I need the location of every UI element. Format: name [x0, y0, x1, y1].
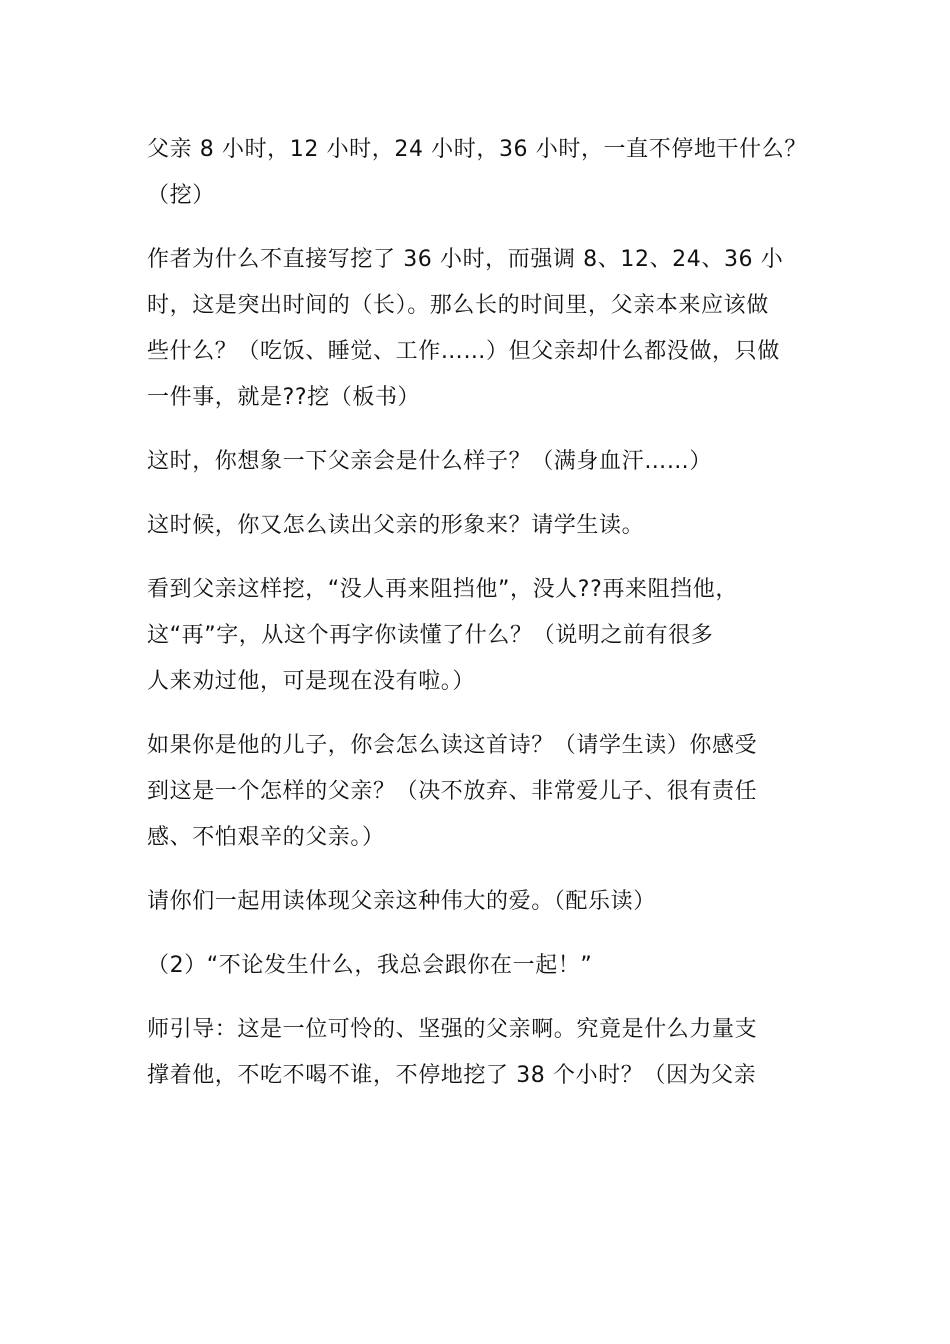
text-line: 感、不怕艰辛的父亲。）	[147, 825, 385, 850]
paragraph-6	[147, 723, 813, 861]
text-line: 这时候，你又怎么读出父亲的形象来？请学生读。	[147, 513, 645, 538]
text-line: 如果你是他的儿子，你会怎么读这首诗？（请学生读）你感受	[147, 733, 758, 758]
text-line: 请你们一起用读体现父亲这种伟大的爱。（配乐读）	[147, 889, 656, 914]
paragraph-7	[147, 879, 813, 925]
text-line: 到这是一个怎样的父亲？（决不放弃、非常爱儿子、很有责任	[147, 779, 758, 804]
paragraph-8	[147, 943, 813, 989]
text-line: 这“再”字，从这个再字你读懂了什么？（说明之前有很多	[147, 623, 714, 648]
text-line: 看到父亲这样挖，“没人再来阻挡他”，没人??再来阻挡他，	[147, 577, 738, 602]
paragraph-4	[147, 503, 813, 549]
paragraph-5	[147, 567, 813, 705]
document-body	[147, 127, 813, 1117]
paragraph-2	[147, 237, 813, 421]
paragraph-9	[147, 1007, 813, 1099]
text-line: 一件事，就是??挖（板书）	[147, 385, 421, 410]
text-line: 师引导：这是一位可怜的、坚强的父亲啊。究竟是什么力量支	[147, 1017, 758, 1042]
text-line: 撑着他，不吃不喝不谁，不停地挖了 38 个小时？（因为父亲	[147, 1063, 757, 1088]
text-line: 父亲 8 小时，12 小时，24 小时，36 小时，一直不停地干什么？	[147, 137, 807, 162]
text-line: 这时，你想象一下父亲会是什么样子？（满身血汗……）	[147, 449, 713, 474]
text-line: 些什么？（吃饭、睡觉、工作……）但父亲却什么都没做，只做	[147, 339, 780, 364]
paragraph-1	[147, 127, 813, 219]
text-line: （挖）	[147, 183, 215, 208]
text-line: 作者为什么不直接写挖了 36 小时，而强调 8、12、24、36 小	[147, 247, 784, 272]
paragraph-3	[147, 439, 813, 485]
text-line: 时，这是突出时间的（长）。那么长的时间里，父亲本来应该做	[147, 293, 769, 318]
text-line: 人来劝过他，可是现在没有啦。）	[147, 669, 476, 694]
text-line: （2）“不论发生什么，我总会跟你在一起！”	[147, 953, 593, 978]
